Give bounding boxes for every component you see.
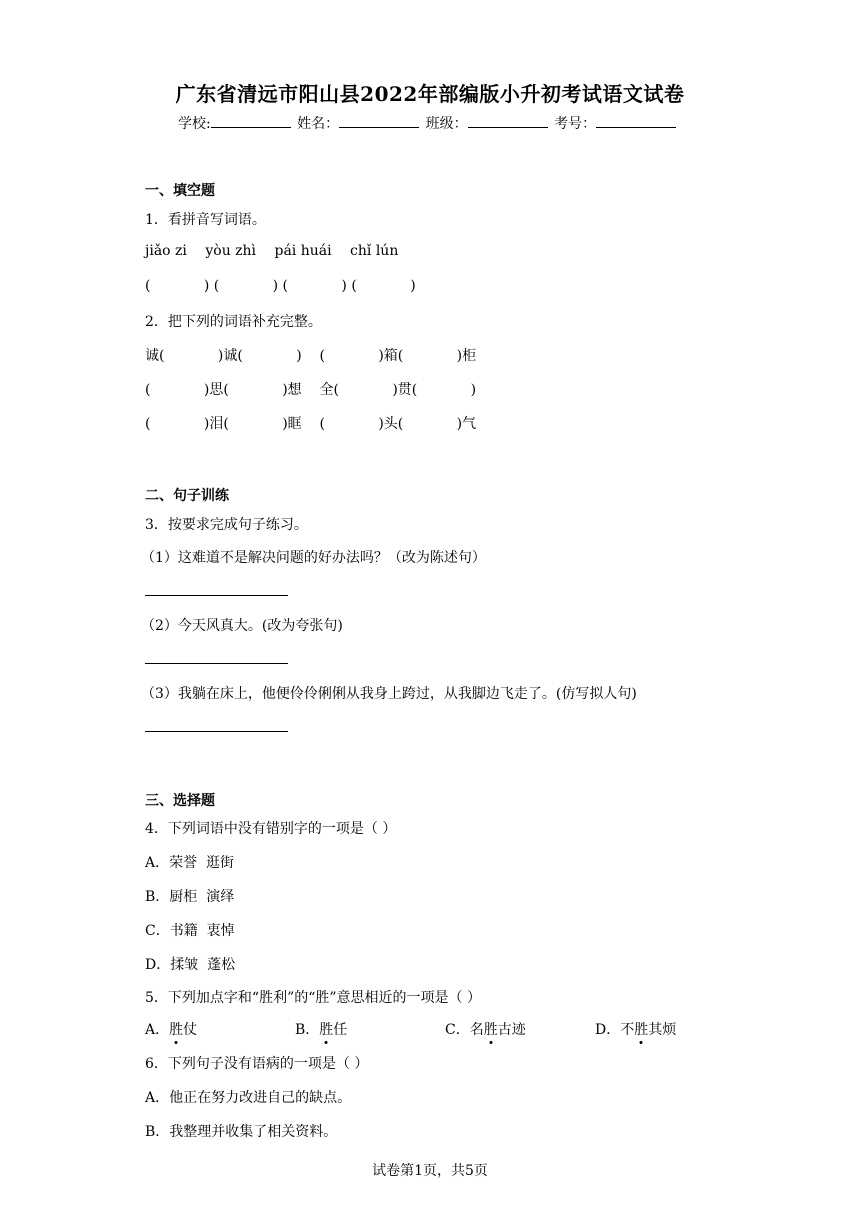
q5-stem: 5．下列加点字和“胜利”的“胜”意思相近的一项是（ ） [145,990,481,1006]
q1-answer-parens: ( ) ( ) ( ) ( ) [145,278,416,294]
q4-stem: 4．下列词语中没有错别字的一项是（ ） [145,821,397,837]
q3-stem: 3．按要求完成句子练习。 [145,517,308,533]
q3-answer-line-2 [145,663,288,664]
q4-option-d: D．揉皱 蓬松 [145,957,236,973]
name-label: 姓名： [297,116,340,132]
q4-option-a: A．荣誉 逛街 [145,855,235,871]
q3-answer-line-1 [145,595,288,596]
name-blank [339,113,419,128]
q5-option-b: B．胜任 [295,1019,347,1039]
q1-stem: 1．看拼音写词语。 [145,212,266,228]
section-heading-choice: 三、选择题 [145,793,215,809]
q6-stem: 6．下列句子没有语病的一项是（ ） [145,1056,369,1072]
q3-answer-line-3 [145,731,288,732]
exam-title: 广东省清远市阳山县2022年部编版小升初考试语文试卷 [175,82,685,106]
school-blank [211,113,291,128]
q5-option-a: A．胜仗 [145,1019,197,1039]
section-heading-fill: 一、填空题 [145,183,215,199]
q1-pinyin-row [145,243,412,259]
emphasis-dot-char: 胜 [319,1019,333,1039]
q4-option-c: C．书籍 衷悼 [145,923,235,939]
q6-option-b: B．我整理并收集了相关资料。 [145,1124,338,1140]
pinyin-2: yòu zhì [205,243,257,259]
emphasis-dot-char: 胜 [484,1019,498,1039]
emphasis-dot-char: 胜 [169,1019,183,1039]
pinyin-4: chǐ lún [350,243,399,259]
page-footer: 试卷第1页，共5页 [372,1163,488,1179]
q3-sub-2: （2）今天风真大。(改为夸张句) [141,618,343,634]
class-label: 班级： [425,116,468,132]
class-blank [468,113,548,128]
section-heading-sentence: 二、句子训练 [145,488,229,504]
emphasis-dot-char: 胜 [634,1019,648,1039]
q2-stem: 2．把下列的词语补充完整。 [145,314,322,330]
pinyin-3: pái huái [274,243,332,259]
q5-option-d: D．不胜其烦 [595,1019,676,1039]
q6-option-a: A．他正在努力改进自己的缺点。 [145,1090,352,1106]
school-label: 学校: [178,116,211,132]
student-info-row [178,113,678,133]
q4-option-b: B．厨柜 演绎 [145,889,235,905]
q2-row-2: ( )思( )想 全( )贯( ) [145,382,477,398]
q2-row-1: 诚( )诚( ) ( )箱( )柜 [145,348,477,364]
pinyin-1: jiǎo zi [145,243,187,259]
q3-sub-3: （3）我躺在床上，他便伶伶俐俐从我身上跨过，从我脚边飞走了。(仿写拟人句) [141,686,637,702]
q3-sub-1: （1）这难道不是解决问题的好办法吗？（改为陈述句） [141,550,486,566]
q5-option-c: C．名胜古迹 [445,1019,526,1039]
exam-no-label: 考号： [554,116,597,132]
q2-row-3: ( )泪( )眶 ( )头( )气 [145,416,477,432]
exam-no-blank [596,113,676,128]
